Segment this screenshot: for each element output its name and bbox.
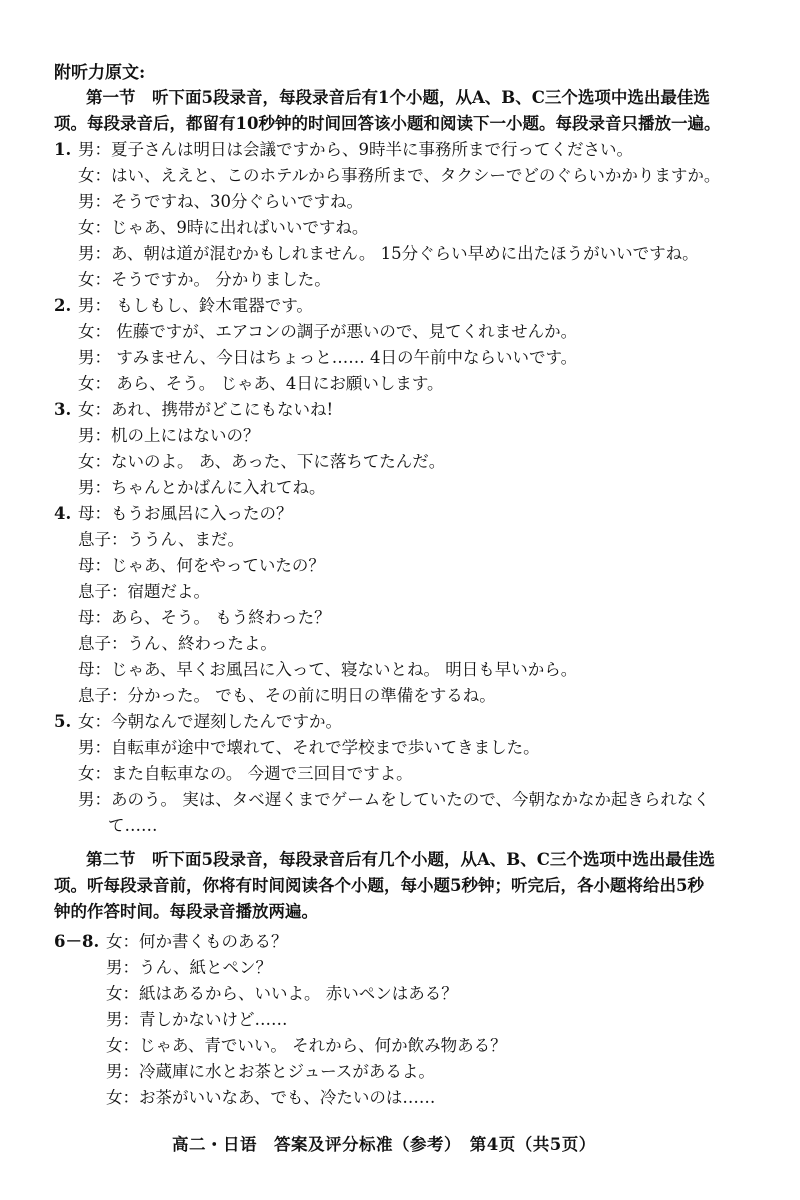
dialogue-line: 男： すみません、今日はちょっと…… 4日の午前中ならいいです。 (78, 348, 578, 367)
page-heading: 附听力原文: (54, 63, 146, 83)
dialogue-line: 男：あのう。 実は、タベ遅くまでゲームをしていたので、今朝なかなか起きられなく (78, 790, 710, 809)
dialogue-line: 男： もしもし、鈴木電器です。 (78, 296, 313, 315)
dialogue-line: 女：また自転車なの。 今週で三回目ですよ。 (78, 764, 413, 783)
section2-intro-line3: 钟的作答时间。每段录音播放两遍。 (54, 902, 318, 921)
dialogue-line: 女：じゃあ、9時に出ればいいですね。 (78, 218, 369, 237)
dialogue-line: 男：自転車が途中で壊れて、それで学校まで歩いてきました。 (78, 738, 540, 757)
dialogue-line: 女：そうですか。 分かりました。 (78, 270, 331, 289)
dialogue-line: 母：じゃあ、早くお風呂に入って、寝ないとね。 明日も早いから。 (78, 660, 578, 679)
dialogue-line: 男：そうですね、30分ぐらいですね。 (78, 192, 363, 211)
dialogue-line: 女：あれ、携帯がどこにもないね! (78, 400, 334, 419)
dialogue-line: 男：机の上にはないの？ (78, 426, 260, 445)
dialogue-number: 2. (54, 296, 72, 315)
dialogue-line: 母：じゃあ、何をやっていたの？ (78, 556, 325, 575)
dialogue-number: 5. (54, 712, 72, 731)
dialogue-line: 女：何か書くものある？ (106, 932, 288, 951)
dialogue-line: 男：あ、朝は道が混むかもしれません。 15分ぐらい早めに出たほうがいいですね。 (78, 244, 699, 263)
dialogue-line: 息子：うん、終わったよ。 (78, 634, 277, 653)
dialogue-line: 息子：宿題だよ。 (78, 582, 210, 601)
dialogue-line: 女：ないのよ。 あ、あった、下に落ちてたんだ。 (78, 452, 446, 471)
dialogue-line: 男：冷蔵庫に水とお茶とジュースがあるよ。 (106, 1062, 435, 1081)
dialogue-line-continuation: て…… (108, 816, 158, 835)
dialogue-line: 女： 佐藤ですが、エアコンの調子が悪いので、見てくれませんか。 (78, 322, 578, 341)
dialogue-number: 6－8. (54, 932, 100, 951)
dialogue-line: 女：じゃあ、青でいい。 それから、何か飲み物ある？ (106, 1036, 507, 1055)
dialogue-number: 4. (54, 504, 72, 523)
dialogue-line: 女：お茶がいいなあ、でも、冷たいのは…… (106, 1088, 436, 1107)
dialogue-line: 母：あら、そう。 もう終わった？ (78, 608, 331, 627)
page-footer: 高二・日语 答案及评分标准（参考） 第4页（共5页） (172, 1135, 596, 1154)
section1-intro-line2: 项。每段录音后，都留有10秒钟的时间回答该小题和阅读下一小题。每段录音只播放一遍。 (54, 114, 721, 133)
dialogue-number: 1. (54, 140, 72, 159)
dialogue-line: 息子：分かった。 でも、その前に明日の準備をするね。 (78, 686, 496, 705)
dialogue-line: 女：紙はあるから、いいよ。 赤いペンはある？ (106, 984, 458, 1003)
dialogue-line: 男：夏子さんは明日は会議ですから、9時半に事務所まで行ってください。 (78, 140, 633, 159)
dialogue-line: 男：ちゃんとかばんに入れてね。 (78, 478, 326, 497)
section1-intro-line1: 第一节 听下面5段录音，每段录音后有1个小题，从A、B、C三个选项中选出最佳选 (86, 88, 710, 107)
dialogue-line: 息子：ううん、まだ。 (78, 530, 244, 549)
dialogue-line: 男：うん、紙とペン？ (106, 958, 272, 977)
dialogue-line: 母：もうお風呂に入ったの？ (78, 504, 293, 523)
dialogue-number: 3. (54, 400, 72, 419)
dialogue-line: 男：青しかないけど…… (106, 1010, 288, 1029)
dialogue-line: 女：はい、ええと、このホテルから事務所まで、タクシーでどのぐらいかかりますか。 (78, 166, 721, 185)
dialogue-line: 女：今朝なんで遅刻したんですか。 (78, 712, 342, 731)
section2-intro-line2: 项。听每段录音前，你将有时间阅读各个小题，每小题5秒钟；听完后，各小题将给出5秒 (54, 876, 704, 895)
section2-intro-line1: 第二节 听下面5段录音，每段录音后有几个小题，从A、B、C三个选项中选出最佳选 (86, 850, 715, 869)
dialogue-line: 女： あら、そう。 じゃあ、4日にお願いします。 (78, 374, 444, 393)
